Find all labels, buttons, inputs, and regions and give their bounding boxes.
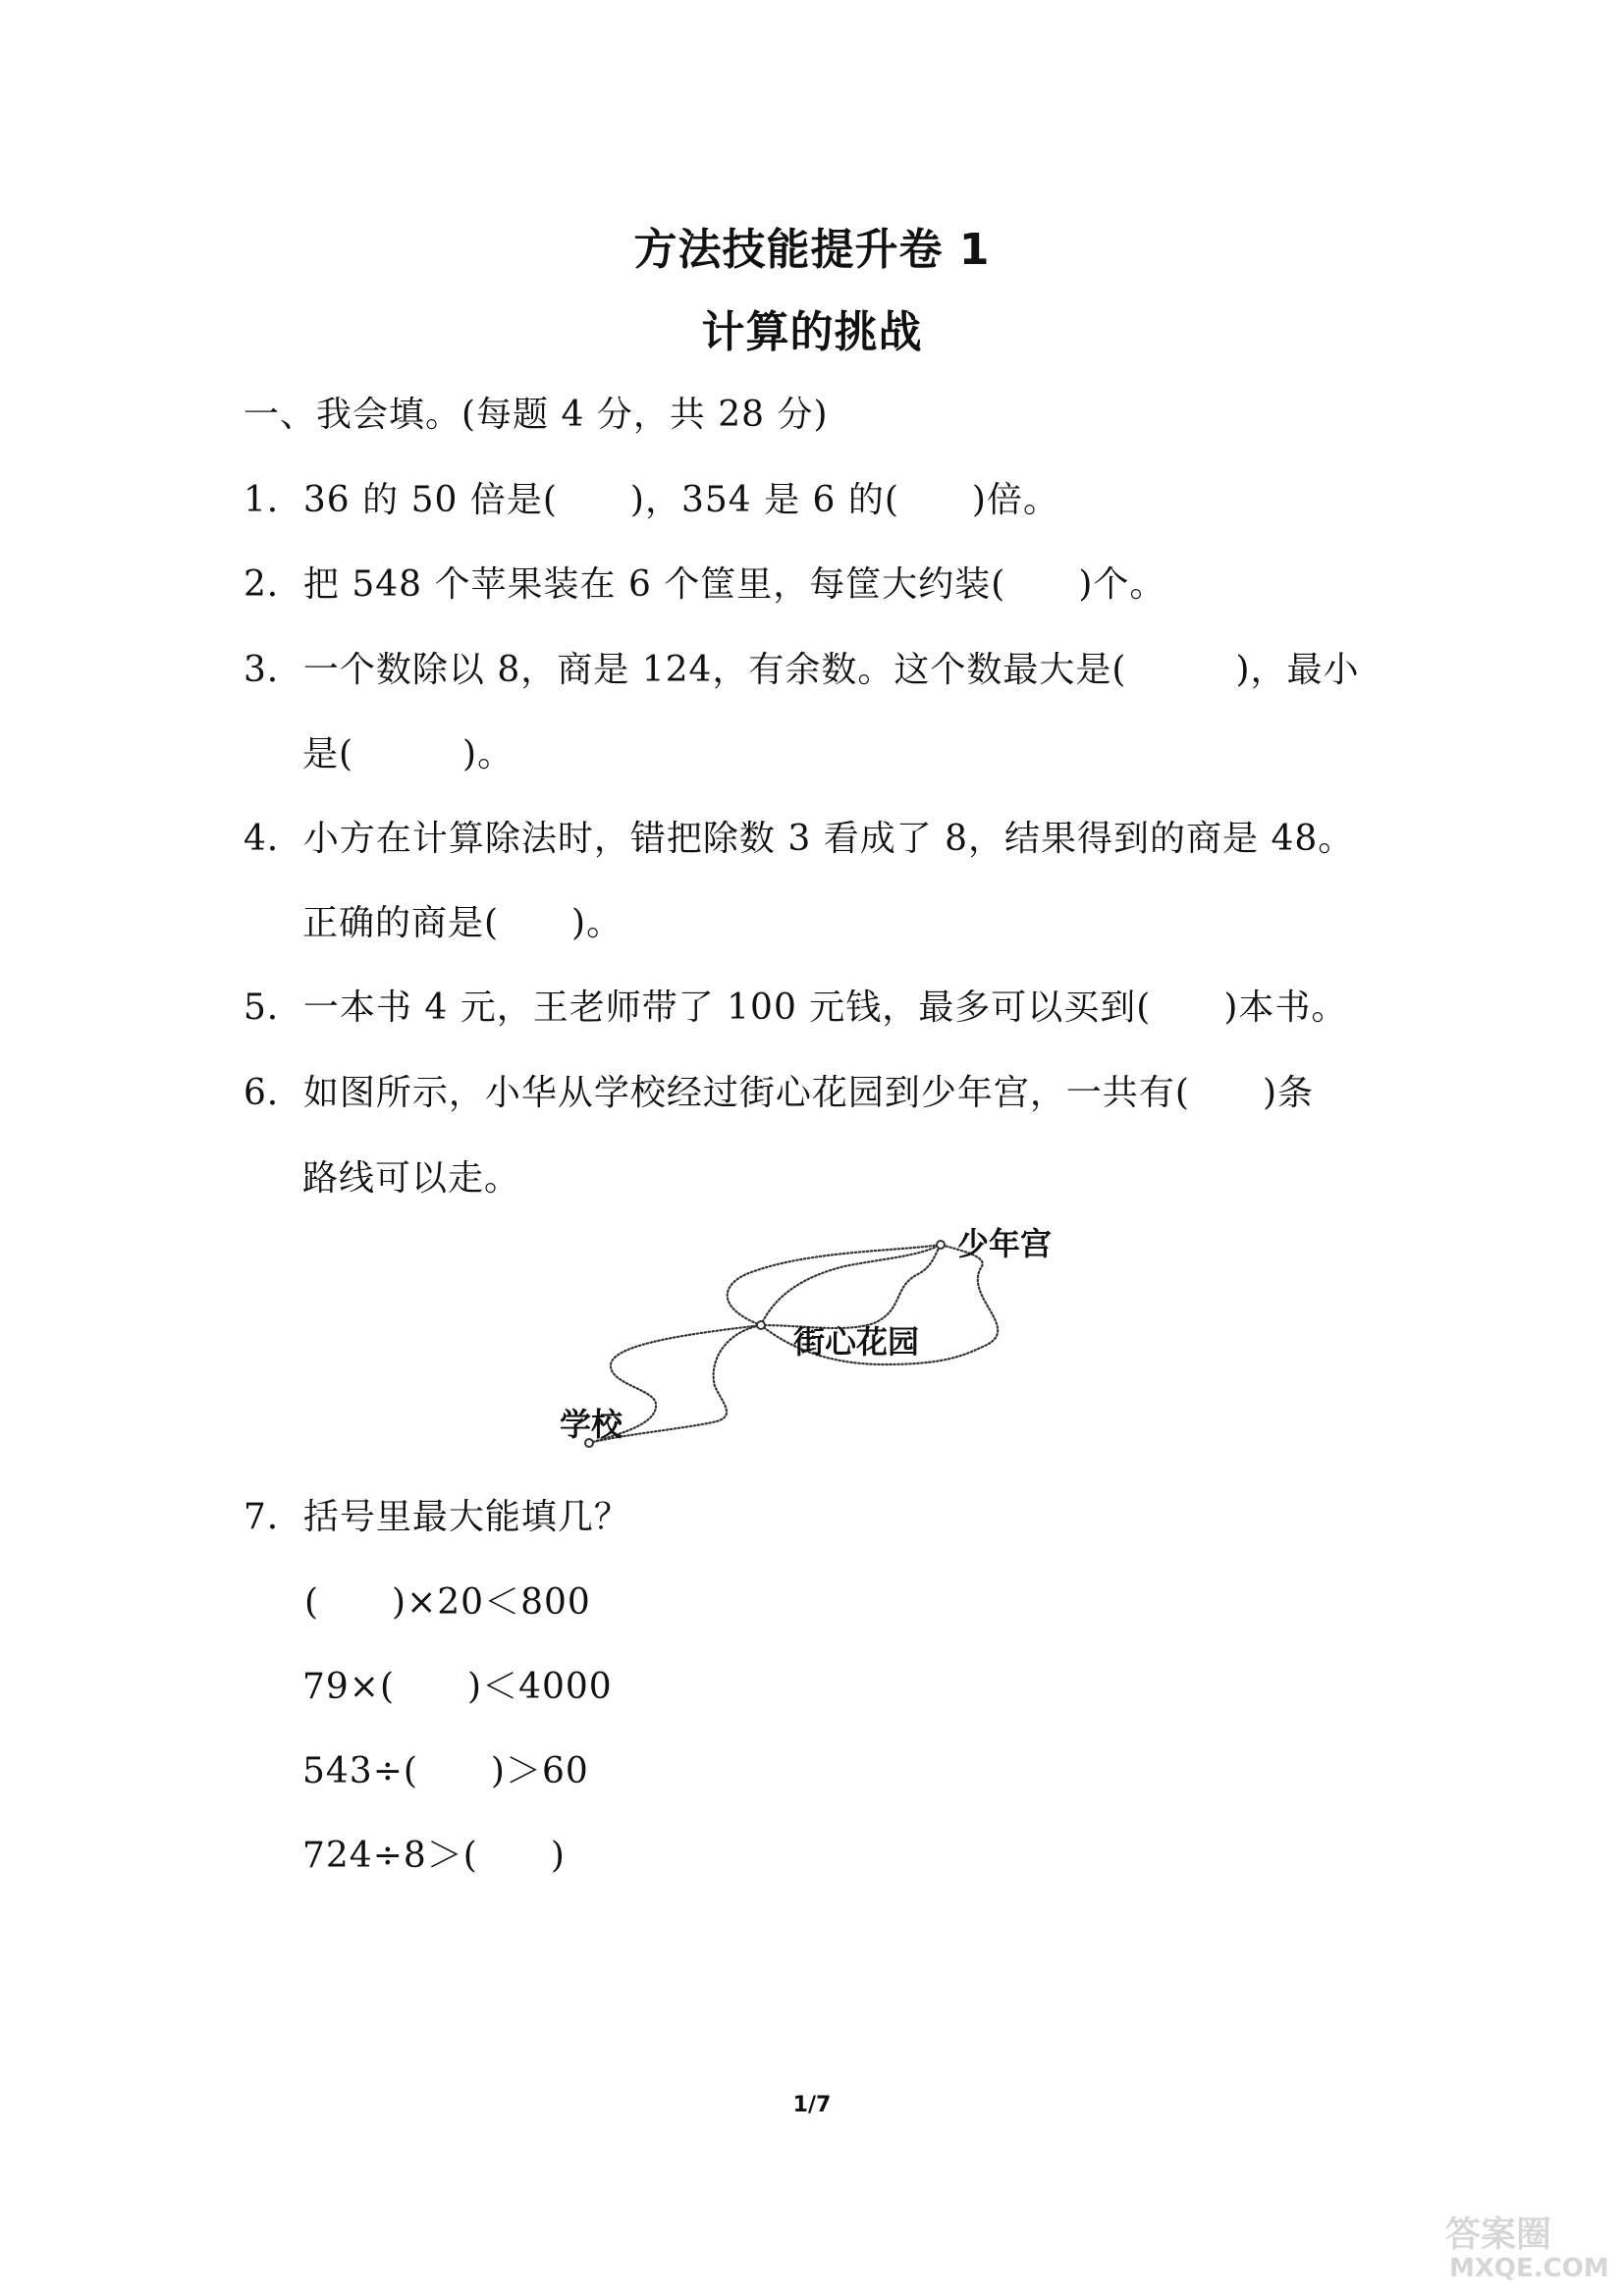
watermark-url: MXQE.COM [1449,2254,1609,2283]
label-palace: 少年宫 [957,1225,1053,1262]
question-7-item-4: 724÷8＞( ) [302,1836,566,1876]
question-3-line-1: 3．一个数除以 8，商是 124，有余数。这个数最大是( )，最小 [244,650,1360,690]
section-heading: 一、我会填。(每题 4 分，共 28 分) [244,395,829,435]
question-3-line-2: 是( )。 [302,734,514,774]
question-7: 7．括号里最大能填几？ [244,1497,630,1537]
page-subtitle: 计算的挑战 [701,307,923,357]
question-7-item-3: 543÷( )＞60 [302,1751,589,1791]
page-number: 1/7 [792,2093,832,2117]
watermark-logo [1445,2207,1551,2257]
question-7-item-1: ( )×20＜800 [304,1582,591,1623]
page-title: 方法技能提升卷 1 [633,225,991,275]
watermark-text-top: 答案圈 [1445,2215,1552,2255]
route-garden-palace-2 [728,1245,941,1325]
question-6-line-2: 路线可以走。 [302,1158,521,1199]
label-garden: 街心花园 [793,1323,920,1361]
label-school: 学校 [560,1406,623,1443]
question-2: 2．把 548 个苹果装在 6 个筐里，每筐大约装( )个。 [244,564,1166,605]
question-4-line-1: 4．小方在计算除法时，错把除数 3 看成了 8，结果得到的商是 48。 [244,819,1355,859]
question-6-line-1: 6．如图所示，小华从学校经过街心花园到少年宫，一共有( )条 [244,1073,1314,1113]
question-7-item-2: 79×( )＜4000 [302,1667,613,1707]
question-4-line-2: 正确的商是( )。 [302,903,623,943]
node-garden [757,1321,765,1329]
question-1: 1．36 的 50 倍是( )，354 是 6 的( )倍。 [244,480,1059,520]
question-5: 5．一本书 4 元，王老师带了 100 元钱，最多可以买到( )本书。 [244,988,1348,1028]
route-garden-palace-1 [761,1245,941,1325]
node-palace [937,1241,945,1249]
route-garden-palace-3 [761,1245,941,1328]
